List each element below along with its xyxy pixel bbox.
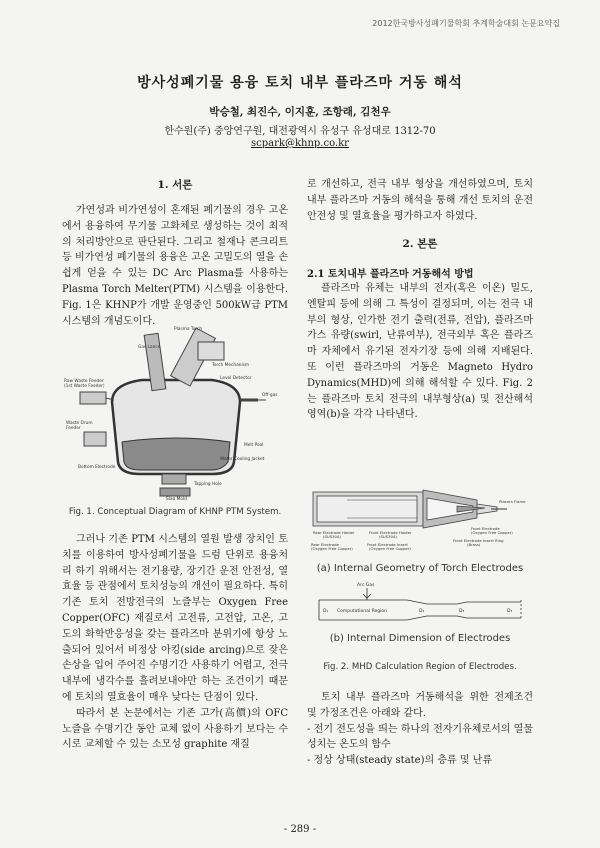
intro-paragraph: [62, 203, 288, 329]
fig2-label-front-holder: Front Electrode Holder: [369, 530, 412, 535]
fig1-label-raw-waste: Raw Waste Feeder: [64, 379, 104, 384]
running-header: 2012한국방사성폐기물학회 추계학술대회 논문요약집: [372, 19, 560, 28]
fig2-label-arc-gas: Arc Gas: [357, 583, 375, 588]
left-paragraph-1: 그러나 기존 PTM 시스템의 열원 발생 장치인 토치를 이용하여 방사성폐기물을 드럼 단위로 용융처리 하기 위해서는 전기용량, 장기간 운전 안전성, 열효율 등 관점에서 토치성능의 개선이 필요하다. 특히 기존 토치 전방전극의 노즐부는 Oxygen Free Copper(OFC) 재질로서 고전류, 고전압, 고온, 고도의 화학반응성을 갖는 플라즈마 분위기에 항상 노출되어 있어서 비정상 아킹(side arcing)으로 잦은 손상을 입어 주어진 수명기간 사용하기 어렵고, 전극 내부에 냉각수를 흘려보내야만 하는 조건이기 때문에 토치의 열효율이 매우 낮다는 단점이 있다.: [62, 534, 288, 703]
paper-title: 방사성폐기물 용융 토치 내부 플라즈마 거동 해석: [137, 75, 463, 91]
right-top-text: 로 개선하고, 전극 내부 형상을 개선하였으며, 토치 내부 플라즈마 거동의 해석을 통해 개선 토치의 운전 안전성 및 열효율을 평가하고자 하였다.: [307, 179, 533, 222]
section-heading-body: 2. 본론: [402, 238, 438, 250]
left-paragraph-2: 따라서 본 논문에서는 기존 고가(高價)의 OFC 노즐을 수명기간 동안 교체 없이 사용하기 보다는 수시로 교체할 수 있는 소모성 graphite 재질: [62, 707, 288, 751]
fig1-label-raw-waste-2: (1st Waste Feeder): [64, 384, 105, 389]
fig2-label-front-insert: Front Electrode Insert: [367, 542, 408, 547]
subsection-2-1-text: 플라즈마 유체는 내부의 전자(혹은 이온) 밀도, 엔탈피 등에 의해 그 특성이 결정되며, 이는 전극 내부의 형상, 인가한 전기 출력(전류, 전압), 플라즈마 가스 유량(swirl, 난류여부), 전극외부 혹은 플라즈마 자체에서 유기된 전자기장 등에 의해 지배된다. 또 이런 플라즈마의 거동은 Magneto Hydro Dynamics(MHD)에 의해 해석할 수 있다. Fig. 2는 플라즈마 토치 전극의 내부형상(a) 및 전산해석 영역(b)을 각각 나타낸다.: [307, 283, 533, 421]
fig1-label-slag-mold: Slag Mold: [166, 497, 187, 500]
right-top-paragraph: [307, 177, 533, 224]
fig2-label-d4: D₄: [507, 609, 513, 614]
fig1-label-torch-mechanism: Torch Mechanism: [212, 363, 250, 368]
fig1-label-bottom-electrode: Bottom Electrode: [78, 465, 116, 470]
fig2-caption: Fig. 2. MHD Calculation Region of Electrodes.: [323, 662, 517, 672]
intro-text: 가연성과 비가연성이 혼재된 폐기물의 경우 고온에서 용융하여 무기물 고화체로 생성하는 것이 최적의 처리방안으로 판단된다. 그리고 철재나 콘크리트 등 비가연성 폐기물의 용융은 고온 고밀도의 열을 손쉽게 얻을 수 있는 DC Arc Plasma를 사용하는 Plasma Torch Melter(PTM) 시스템을 이용한다. Fig. 1은 KHNP가 개발 운영중인 500kW급 PTM 시스템의 개념도이다.: [62, 205, 288, 327]
fig2-label-d2: D₂: [419, 609, 425, 614]
assumption-bullet-2: - 정상 상태(steady state)의 층류 및 난류: [307, 755, 492, 767]
subsection-heading-2-1: 2.1 토치내부 플라즈마 거동해석 방법: [307, 269, 474, 280]
fig2-label-front-holder-2: (SUS304): [379, 534, 397, 539]
fig1-label-level-detector: Level Detector: [220, 376, 252, 381]
fig2a-diagram: [307, 486, 533, 564]
fig2-label-front-insert-ring: Front Electrode Insert Ring: [453, 538, 504, 543]
fig1-label-tapping-hole: Tapping Hole: [194, 482, 222, 487]
fig1-label-plasma-torch: Plasma Torch: [174, 327, 203, 332]
fig1-label-waste-drum-2: Feeder: [66, 426, 81, 431]
fig2-label-rear-electrode-2: (Oxygen Free Copper): [311, 546, 353, 551]
fig2-label-front-insert-ring-2: (Brass): [467, 542, 481, 547]
assumptions: [307, 690, 533, 769]
assumption-bullet-1: - 전기 전도성을 띄는 하나의 전자기유체로서의 열물성치는 온도의 함수: [307, 723, 533, 751]
assumption-intro: 토치 내부 플라즈마 거동해석을 위한 전제조건 및 가정조건은 아래와 같다.: [307, 692, 533, 719]
fig2-label-front-insert-2: (Oxygen Free Copper): [369, 546, 411, 551]
page-number: - 289 -: [283, 824, 317, 835]
fig2b-caption: (b) Internal Dimension of Electrodes: [329, 633, 511, 644]
fig2-label-d1: D₁: [323, 609, 329, 614]
subsection-2-1-body: [307, 281, 533, 423]
fig1-label-gas-lance: Gas Lance: [138, 345, 161, 350]
fig2-label-rear-holder: Rear Electrode Holder: [313, 530, 355, 535]
fig2-label-front-electrode: Front Electrode: [471, 526, 500, 531]
fig2-label-plasma-flame: Plasma Flame: [499, 499, 526, 504]
fig2-label-rear-holder-2: (SUS304): [323, 534, 341, 539]
fig1-diagram: [62, 322, 288, 500]
fig2-label-rear-electrode: Rear Electrode: [311, 542, 339, 547]
fig2b-diagram: [307, 578, 533, 630]
fig1-label-waste-drum: Waste Drum: [66, 421, 93, 426]
fig1-label-cooling-jacket: Water Cooling Jacket: [220, 457, 265, 462]
fig1-label-melt-pool: Melt Pool: [244, 443, 264, 448]
fig2-label-front-electrode-2: (Oxygen Free Copper): [471, 530, 513, 535]
affiliation: 한수원(주) 중앙연구원, 대전광역시 유성구 유성대로 1312-70: [164, 126, 436, 137]
fig2a-caption: (a) Internal Geometry of Torch Electrodes: [316, 563, 524, 574]
email-link[interactable]: scpark@khnp.co.kr: [251, 138, 349, 149]
fig2-label-d3: D₃: [459, 609, 465, 614]
left-continuation: [62, 532, 288, 753]
authors: 박승철, 최진수, 이지훈, 조항래, 김천우: [209, 106, 391, 118]
fig1-caption: Fig. 1. Conceptual Diagram of KHNP PTM System.: [68, 507, 282, 517]
fig2-label-computational-region: Computational Region: [337, 609, 387, 614]
section-heading-intro: 1. 서론: [157, 179, 193, 191]
fig1-label-offgas: Off-gas: [262, 393, 278, 398]
